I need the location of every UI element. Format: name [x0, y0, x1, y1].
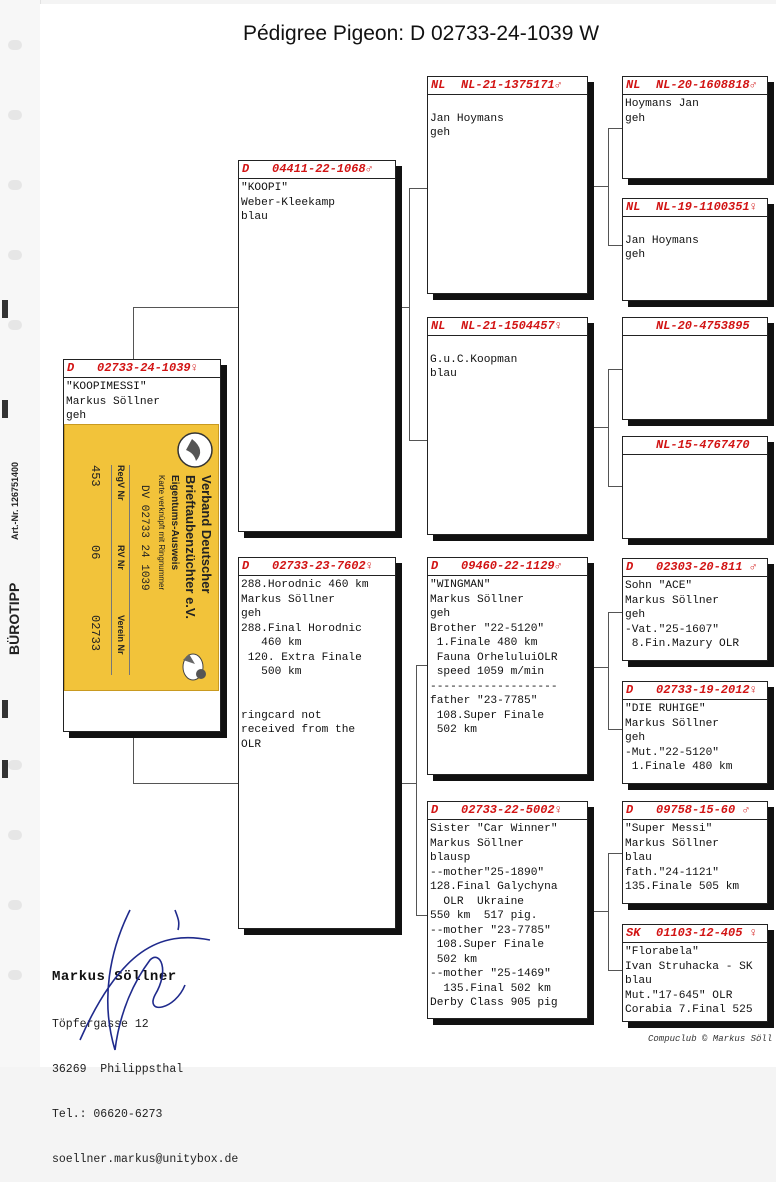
ring-number: NL-15-4767470: [656, 438, 750, 452]
card-col-rv: RV Nr: [116, 545, 126, 570]
footer-credit: Compuclub © Markus Söll: [648, 1034, 773, 1044]
org-name-line1: Verband Deutscher: [199, 475, 214, 594]
pigeon-card-mother: [238, 557, 396, 929]
connector: [608, 128, 609, 245]
pigeon-details: "DIE RUHIGE" Markus Söllner geh -Mut."22-5120" 1.Finale 480 km: [625, 703, 733, 773]
connector: [594, 186, 608, 187]
pigeon-card-fff: [622, 76, 768, 179]
card-doc-subtitle: Karte verknüpft mit Ringnummer: [157, 475, 166, 591]
connector: [409, 188, 410, 440]
country-code: D: [67, 361, 75, 375]
country-code: D: [431, 803, 439, 817]
country-code: [626, 318, 656, 335]
pigeon-card-mother-dam: [427, 801, 588, 1019]
pigeon-details: Sister "Car Winner" Markus Söllner blausp --mother"25-1890" 128.Final Galychyna OLR Ukraine 550 km 517 pig. --mother "23-7785" 108.Super Finale 502 km --mother "25-1469" 135.Final 502 km Derby Class 905 pig: [430, 823, 558, 1009]
connector: [608, 369, 609, 486]
pigeon-details: Jan Hoymans geh: [430, 112, 504, 139]
pigeon-card-father-sire: [427, 76, 588, 294]
owner-street: Töpfergasse 12: [52, 1018, 149, 1031]
ring-number: NL-20-1608818♂: [656, 78, 757, 92]
punch-hole: [8, 180, 22, 190]
connector: [608, 853, 609, 970]
connector: [594, 427, 608, 428]
pigeon-card-mfm: [622, 681, 768, 784]
pigeon-card-mmm: [622, 924, 768, 1022]
country-code: NL: [626, 78, 641, 92]
ring-number: NL-20-4753895: [656, 319, 750, 333]
pigeon-details: 288.Horodnic 460 km Markus Söllner geh 288.Final Horodnic 460 km 120. Extra Finale 500 km ringcard not received from the OLR: [241, 579, 369, 751]
connector: [608, 369, 622, 370]
connector: [133, 307, 134, 360]
country-code: SK: [626, 926, 641, 940]
connector: [133, 307, 238, 308]
connector: [416, 665, 427, 666]
ring-number: 02303-20-811 ♂: [656, 560, 757, 574]
punch-hole: [8, 40, 22, 50]
punch-hole: [8, 900, 22, 910]
article-number: Art.-Nr. 126751400: [10, 461, 20, 540]
punch-hole: [8, 320, 22, 330]
card-val-rv: 06: [88, 545, 102, 560]
card-val-verein: 02733: [88, 615, 102, 652]
country-code: D: [626, 560, 634, 574]
pigeon-card-ffm: [622, 198, 768, 301]
connector: [608, 612, 622, 613]
pigeon-card-mff: [622, 558, 768, 661]
connector: [608, 729, 622, 730]
punch-hole: [8, 970, 22, 980]
owner-phone: Tel.: 06620-6273: [52, 1108, 163, 1121]
ring-number: 09460-22-1129♂: [461, 559, 562, 573]
ring-number: 02733-19-2012♀: [656, 683, 757, 697]
card-val-regv: 453: [88, 465, 102, 487]
connector: [608, 245, 622, 246]
card-col-regv: RegV Nr: [116, 465, 126, 501]
punch-hole: [8, 250, 22, 260]
country-code: NL: [431, 319, 446, 333]
pigeon-card-father: [238, 160, 396, 532]
card-doc-title: Eigentums-Ausweis: [169, 475, 180, 571]
pigeon-card-father-dam: [427, 317, 588, 535]
association-logo-icon: [176, 431, 214, 469]
binder-strip: [0, 0, 41, 1067]
binder-mark: [2, 700, 8, 718]
card-ring-number: DV 02733 24 1039: [138, 485, 150, 591]
country-code: D: [626, 803, 634, 817]
binder-mark: [2, 300, 8, 318]
country-code: D: [242, 162, 250, 176]
country-code: NL: [626, 200, 641, 214]
ring-number: NL-19-1100351♀: [656, 200, 757, 214]
punch-hole: [8, 830, 22, 840]
pigeon-card-mother-sire: [427, 557, 588, 775]
country-code: D: [626, 683, 634, 697]
owner-email[interactable]: soellner.markus@unitybox.de: [52, 1153, 239, 1166]
handwritten-signature: [60, 890, 260, 1060]
connector: [608, 970, 622, 971]
owner-name: Markus Söllner: [52, 969, 177, 985]
pigeon-details: "KOOPIMESSI" Markus Söllner geh: [66, 381, 160, 422]
pigeon-details: Jan Hoymans geh: [625, 234, 699, 261]
pigeon-details: "Super Messi" Markus Söllner blau fath."24-1121" 135.Finale 505 km: [625, 823, 740, 893]
binder-mark: [2, 400, 8, 418]
ring-number: 04411-22-1068♂: [272, 162, 373, 176]
connector: [402, 307, 409, 308]
country-code: NL: [431, 78, 446, 92]
pigeon-details: [623, 336, 767, 338]
connector: [416, 665, 417, 915]
binder-mark: [2, 760, 8, 778]
pigeon-details: "Florabela" Ivan Struhacka - SK blau Mut."17-645" OLR Corabia 7.Final 525: [625, 946, 753, 1016]
country-code: [626, 437, 656, 454]
owner-city: 36269 Philippsthal: [52, 1063, 184, 1076]
pigeon-card-mmf: [622, 801, 768, 904]
ring-number: 01103-12-405 ♀: [656, 926, 757, 940]
connector: [594, 911, 608, 912]
ring-number: 02733-23-7602♀: [272, 559, 373, 573]
connector: [594, 667, 608, 668]
connector: [608, 612, 609, 729]
connector: [608, 486, 622, 487]
connector: [133, 731, 134, 783]
pigeon-details: "KOOPI" Weber-Kleekamp blau: [241, 182, 335, 223]
page-title: Pédigree Pigeon: D 02733-24-1039 W: [243, 22, 600, 45]
ownership-card: [64, 424, 219, 691]
connector: [409, 440, 427, 441]
connector: [416, 915, 427, 916]
ring-number: NL-21-1375171♂: [461, 78, 562, 92]
connector: [409, 188, 427, 189]
card-col-verein: Verein Nr: [116, 615, 126, 655]
pigeon-details: [623, 455, 767, 457]
connector: [133, 783, 238, 784]
pigeon-card-fmf: [622, 317, 768, 420]
brand-label: BÜROTIPP: [6, 582, 22, 655]
ring-number: 02733-22-5002♀: [461, 803, 562, 817]
bird-emblem-icon: [175, 650, 215, 684]
pigeon-details: "WINGMAN" Markus Söllner geh Brother "22-5120" 1.Finale 480 km Fauna OrheluluiOLR speed 1059 m/min ------------------- father "23-7785" 108.Super Finale 502 km: [430, 579, 558, 736]
pigeon-details: Sohn "ACE" Markus Söllner geh -Vat."25-1607" 8.Fin.Mazury OLR: [625, 580, 740, 650]
pigeon-details: G.u.C.Koopman blau: [430, 353, 518, 380]
connector: [608, 128, 622, 129]
connector: [402, 783, 416, 784]
country-code: D: [431, 559, 439, 573]
pigeon-card-fmm: [622, 436, 768, 539]
punch-hole: [8, 760, 22, 770]
ring-number: 09758-15-60 ♂: [656, 803, 750, 817]
pigeon-details: Hoymans Jan geh: [625, 98, 699, 125]
country-code: D: [242, 559, 250, 573]
ring-number: NL-21-1504457♀: [461, 319, 562, 333]
connector: [608, 853, 622, 854]
punch-hole: [8, 110, 22, 120]
org-name-line2: Brieftaubenzüchter e.V.: [183, 475, 198, 620]
ring-number: 02733-24-1039♀: [97, 361, 198, 375]
